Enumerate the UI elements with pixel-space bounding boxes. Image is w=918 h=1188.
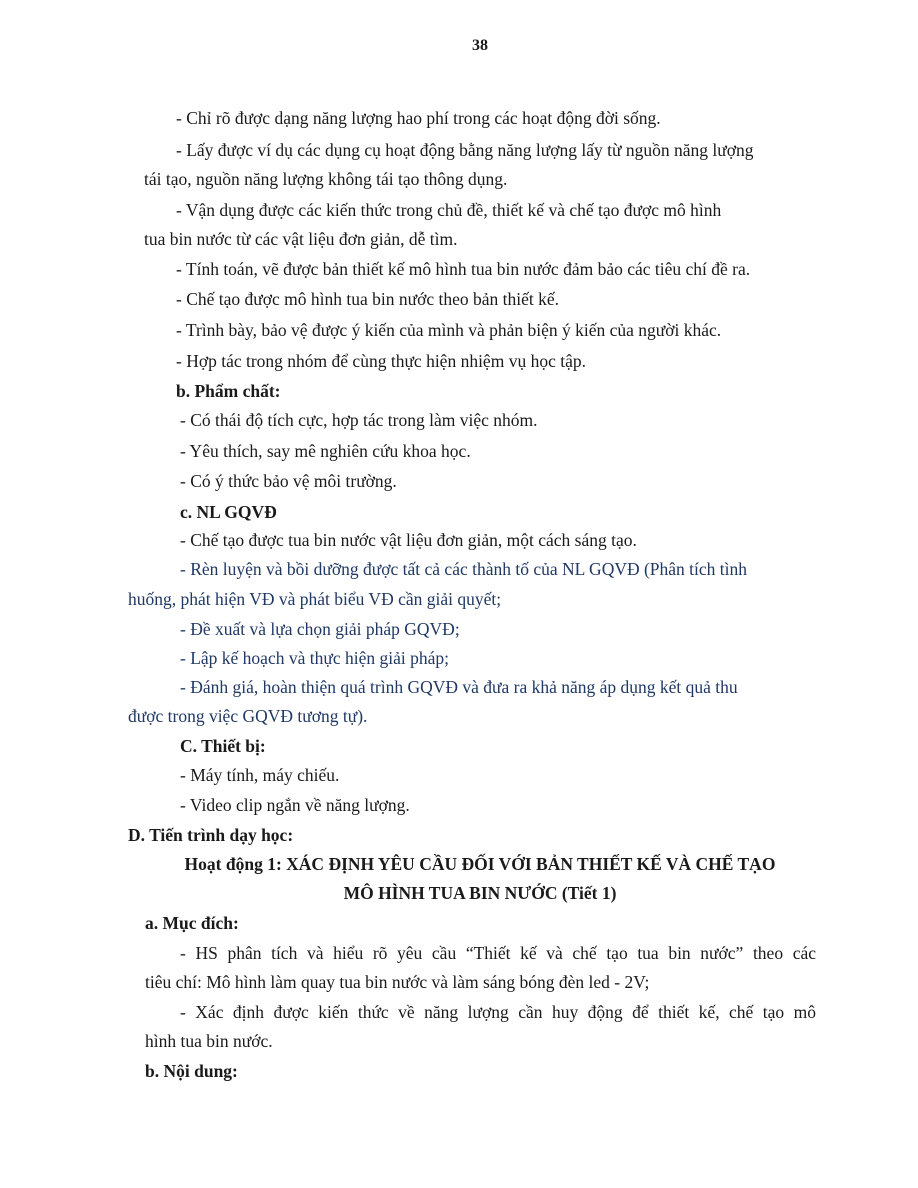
competency-line: - Đề xuất và lựa chọn giải pháp GQVĐ; xyxy=(180,619,460,639)
quality-line: - Có ý thức bảo vệ môi trường. xyxy=(180,471,397,491)
objective-line: - Vận dụng được các kiến thức trong chủ đề, thiết kế và chế tạo được mô hình xyxy=(176,200,722,220)
quality-line: - Yêu thích, say mê nghiên cứu khoa học. xyxy=(180,441,471,461)
competency-line: - Lập kế hoạch và thực hiện giải pháp; xyxy=(180,648,449,668)
objective-line: - Trình bày, bảo vệ được ý kiến của mình và phản biện ý kiến của người khác. xyxy=(176,320,722,340)
activity-title: MÔ HÌNH TUA BIN NƯỚC (Tiết 1) xyxy=(343,883,617,903)
competency-line: huống, phát hiện VĐ và phát biểu VĐ cần giải quyết; xyxy=(128,589,502,609)
objective-line: - Hợp tác trong nhóm để cùng thực hiện nhiệm vụ học tập. xyxy=(176,351,586,371)
activity-title: Hoạt động 1: XÁC ĐỊNH YÊU CẦU ĐỐI VỚI BẢN THIẾT KẾ VÀ CHẾ TẠO xyxy=(184,854,776,874)
section-heading-thiet-bi: C. Thiết bị: xyxy=(180,736,266,756)
purpose-line: hình tua bin nước. xyxy=(145,1031,273,1051)
objective-line: - Chế tạo được mô hình tua bin nước theo bản thiết kế. xyxy=(176,289,560,309)
equipment-line: - Video clip ngắn về năng lượng. xyxy=(180,795,410,815)
equipment-line: - Máy tính, máy chiếu. xyxy=(180,765,340,785)
purpose-line: - HS phân tích và hiểu rõ yêu cầu “Thiết kế và chế tạo tua bin nước” theo các xyxy=(180,943,816,963)
section-heading-tien-trinh: D. Tiến trình dạy học: xyxy=(128,825,294,845)
section-heading-noi-dung: b. Nội dung: xyxy=(145,1061,238,1081)
competency-line: được trong việc GQVĐ tương tự). xyxy=(128,706,368,726)
objective-line: - Chỉ rõ được dạng năng lượng hao phí trong các hoạt động đời sống. xyxy=(176,108,661,128)
objective-line: - Tính toán, vẽ được bản thiết kế mô hình tua bin nước đảm bảo các tiêu chí đề ra. xyxy=(176,259,751,279)
competency-line: - Chế tạo được tua bin nước vật liệu đơn giản, một cách sáng tạo. xyxy=(180,530,637,550)
section-heading-nl-gqvd: c. NL GQVĐ xyxy=(180,502,277,522)
competency-line: - Đánh giá, hoàn thiện quá trình GQVĐ và đưa ra khả năng áp dụng kết quả thu xyxy=(180,677,738,697)
section-heading-muc-dich: a. Mục đích: xyxy=(145,913,239,933)
objective-line: tái tạo, nguồn năng lượng không tái tạo thông dụng. xyxy=(144,169,508,189)
section-heading-pham-chat: b. Phẩm chất: xyxy=(176,381,281,401)
objective-line: - Lấy được ví dụ các dụng cụ hoạt động bằng năng lượng lấy từ nguồn năng lượng xyxy=(176,140,754,160)
purpose-line: - Xác định được kiến thức về năng lượng cần huy động để thiết kế, chế tạo mô xyxy=(180,1002,816,1022)
purpose-line: tiêu chí: Mô hình làm quay tua bin nước và làm sáng bóng đèn led - 2V; xyxy=(145,972,650,992)
objective-line: tua bin nước từ các vật liệu đơn giản, dễ tìm. xyxy=(144,229,458,249)
competency-line: - Rèn luyện và bồi dưỡng được tất cả các thành tố của NL GQVĐ (Phân tích tình xyxy=(180,559,748,579)
page-number: 38 xyxy=(472,37,488,54)
quality-line: - Có thái độ tích cực, hợp tác trong làm việc nhóm. xyxy=(180,410,538,430)
